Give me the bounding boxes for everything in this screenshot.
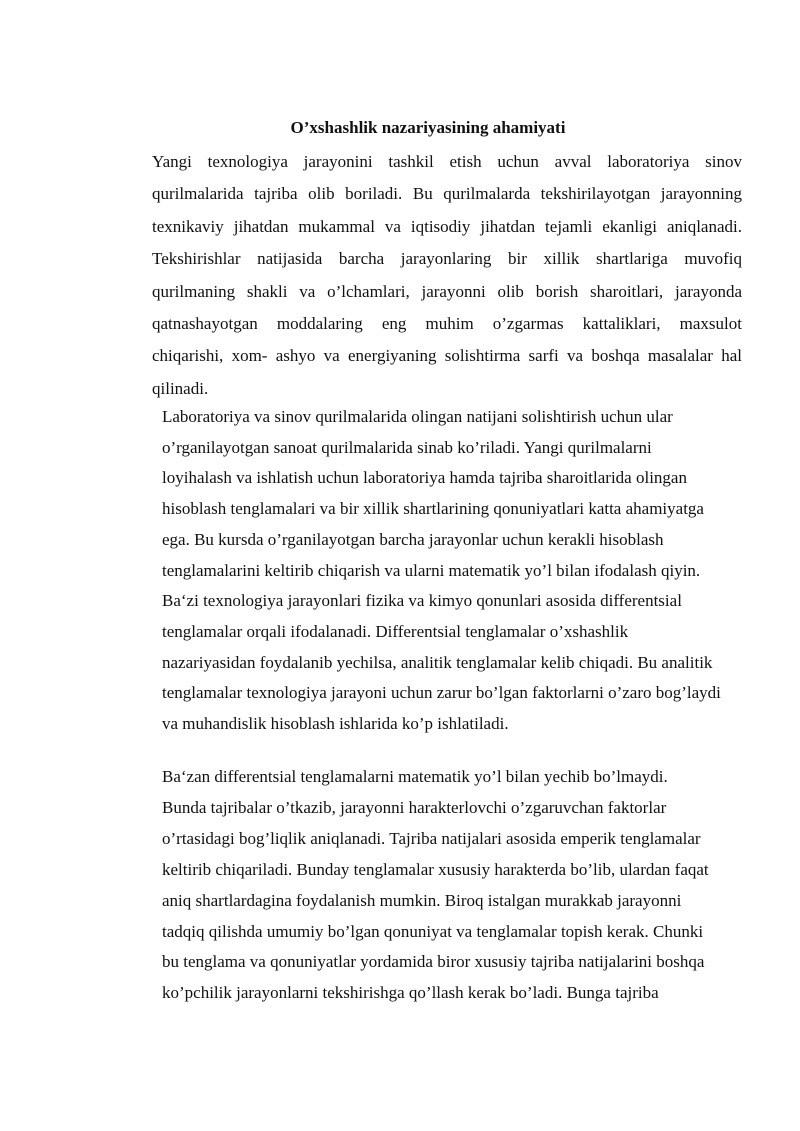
paragraph-line: chiqarishi, xom- ashyo va energiyaning solishtirma sarfi va boshqa masalalar hal: [152, 346, 742, 366]
paragraph-line: hisoblash tenglamalari va bir xillik shartlarining qonuniyatlari katta ahamiyatga: [162, 499, 704, 519]
paragraph-line: qurilmalarida tajriba olib boriladi. Bu qurilmalarda tekshirilayotgan jarayonning: [152, 184, 742, 204]
paragraph-line: Laboratoriya va sinov qurilmalarida olingan natijani solishtirish uchun ular: [162, 407, 673, 426]
paragraph-line: Tekshirishlar natijasida barcha jarayonlaring bir xillik shartlariga muvofiq: [152, 249, 742, 269]
document-title: O’xshashlik nazariyasining ahamiyati: [290, 118, 566, 137]
paragraph-line: ko’pchilik jarayonlarni tekshirishga qo’llash kerak bo’ladi. Bunga tajriba: [162, 983, 659, 1003]
paragraph-line: va muhandislik hisoblash ishlarida ko’p ishlatiladi.: [162, 714, 509, 734]
paragraph-line: loyihalash va ishlatish uchun laboratoriya hamda tajriba sharoitlarida olingan: [162, 468, 687, 488]
paragraph-line: tenglamalarini keltirib chiqarish va ularni matematik yo’l bilan ifodalash qiyin.: [162, 560, 701, 580]
paragraph-line: Bunda tajribalar o’tkazib, jarayonni harakterlovchi o’zgaruvchan faktorlar: [162, 797, 667, 817]
paragraph-line: Ba‘zi texnologiya jarayonlari fizika va kimyo qonunlari asosida differentsial: [162, 591, 682, 611]
paragraph-line: qilinadi.: [152, 378, 209, 398]
paragraph-line: o’rganilayotgan sanoat qurilmalarida sinab ko’riladi. Yangi qurilmalarni: [162, 437, 652, 457]
paragraph-line: nazariyasidan foydalanib yechilsa, analitik tenglamalar kelib chiqadi. Bu analitik: [162, 652, 713, 672]
paragraph-line: texnikaviy jihatdan mukammal va iqtisodiy jihatdan tejamli ekanligi aniqlanadi.: [152, 216, 742, 236]
paragraph-line: aniq shartlardagina foydalanish mumkin. Biroq istalgan murakkab jarayonni: [162, 890, 682, 910]
paragraph-line: qatnashayotgan moddalaring eng muhim o’zgarmas kattaliklari, maxsulot: [152, 314, 742, 334]
paragraph-line: tenglamalar texnologiya jarayoni uchun zarur bo’lgan faktorlarni o’zaro bog’laydi: [162, 683, 721, 703]
paragraph-line: o’rtasidagi bog’liqlik aniqlanadi. Tajriba natijalari asosida emperik tenglamalar: [162, 828, 701, 848]
paragraph-line: keltirib chiqariladi. Bunday tenglamalar xususiy harakterda bo’lib, ulardan faqat: [162, 859, 709, 879]
paragraph-2: [114, 402, 742, 740]
paragraph-line: Yangi texnologiya jarayonini tashkil etish uchun avval laboratoriya sinov: [152, 152, 742, 171]
paragraph-line: tenglamalar orqali ifodalanadi. Differentsial tenglamalar o’xshashlik: [162, 621, 629, 641]
paragraph-line: Ba‘zan differentsial tenglamalarni matematik yo’l bilan yechib bo’lmaydi.: [162, 767, 668, 786]
paragraph-line: bu tenglama va qonuniyatlar yordamida biror xususiy tajriba natijalarini boshqa: [162, 952, 705, 972]
paragraph-line: qurilmaning shakli va o’lchamlari, jarayonni olib borish sharoitlari, jarayonda: [152, 281, 742, 301]
paragraph-line: ega. Bu kursda o’rganilayotgan barcha jarayonlar uchun kerakli hisoblash: [162, 529, 664, 549]
paragraph-1: [114, 146, 742, 405]
paragraph-line: tadqiq qilishda umumiy bo’lgan qonuniyat va tenglamalar topish kerak. Chunki: [162, 921, 704, 941]
paragraph-3: [114, 762, 742, 1009]
